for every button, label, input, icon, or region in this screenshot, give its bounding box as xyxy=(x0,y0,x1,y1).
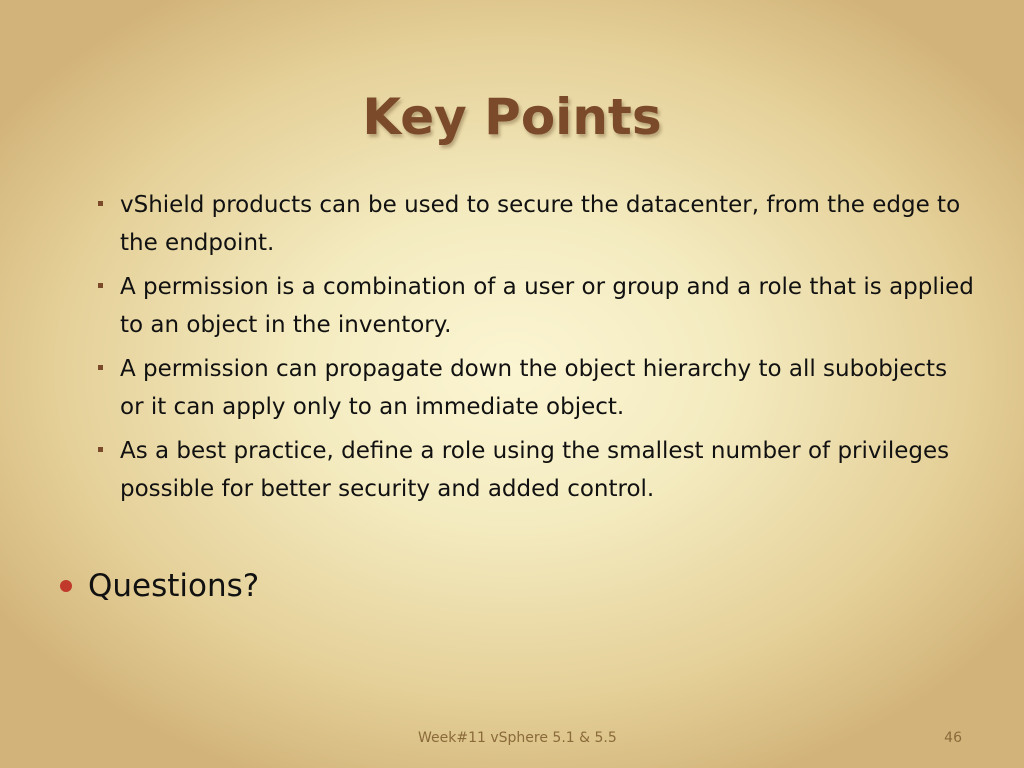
bullet-text: A permission can propagate down the object hierarchy to all subobjects or it can apply only to an immediate object. xyxy=(120,356,948,420)
bullet-text: As a best practice, define a role using the smallest number of privileges possible for better security and added control. xyxy=(120,438,950,502)
square-bullet-icon xyxy=(98,447,103,452)
square-bullet-icon xyxy=(98,365,103,370)
bullet-item xyxy=(96,186,976,262)
footer-text: Week#11 vSphere 5.1 & 5.5 xyxy=(418,730,617,746)
square-bullet-icon xyxy=(98,283,103,288)
main-bullet-item xyxy=(60,564,259,608)
page-number: 46 xyxy=(944,730,962,746)
square-bullet-icon xyxy=(98,201,103,206)
bullet-text: A permission is a combination of a user or group and a role that is applied to an object in the inventory. xyxy=(120,274,974,338)
round-bullet-icon xyxy=(60,580,72,592)
slide-title: Key Points xyxy=(362,88,662,146)
bullet-text: vShield products can be used to secure the datacenter, from the edge to the endpoint. xyxy=(120,192,961,256)
bullet-list xyxy=(96,186,976,514)
main-bullet-text: Questions? xyxy=(88,568,260,604)
bullet-item xyxy=(96,268,976,344)
bullet-item xyxy=(96,432,976,508)
bullet-item xyxy=(96,350,976,426)
